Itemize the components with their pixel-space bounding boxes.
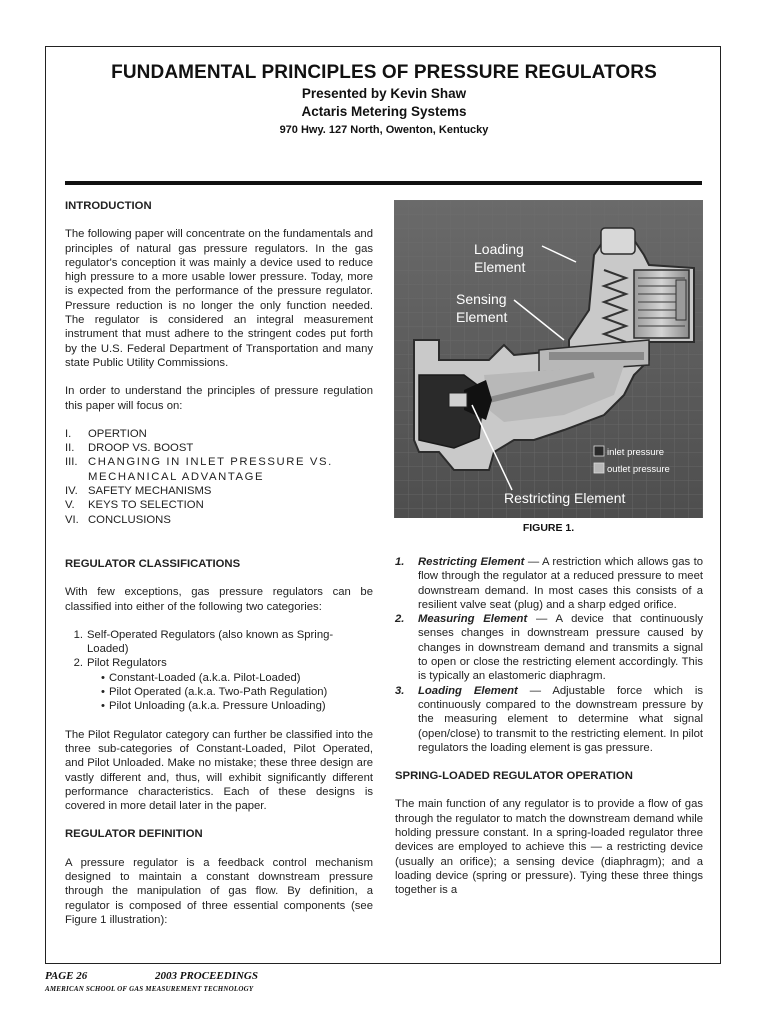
list-text: CONCLUSIONS (88, 513, 171, 526)
list-number: V. (65, 499, 75, 512)
introduction-heading: INTRODUCTION (65, 200, 152, 212)
left-column (65, 199, 373, 927)
label-loading-line2: Element (474, 259, 526, 275)
list-item (65, 513, 373, 527)
list-item (87, 699, 373, 713)
list-text: SAFETY MECHANISMS (88, 485, 212, 498)
list-number: VI. (65, 513, 79, 526)
components-list (395, 555, 703, 755)
regulator-cutaway-illustration (394, 200, 703, 518)
figure-1 (394, 200, 703, 518)
definition-paragraph: A pressure regulator is a feedback control mechanism designed to maintain a constant downstream pressure through the manipulation of gas flow. By definition, a regulator is composed of three essential components (see Figure 1 illustration): (65, 856, 373, 926)
list-item (65, 441, 373, 455)
list-item (87, 685, 373, 699)
list-item (65, 656, 373, 670)
legend-outlet: outlet pressure (607, 464, 670, 475)
introduction-paragraph-2: In order to understand the principles of pressure regulation this paper will focus on: (65, 385, 373, 412)
term: Loading Element (418, 684, 518, 697)
list-item (65, 484, 373, 498)
definition-heading: REGULATOR DEFINITION (65, 828, 203, 841)
list-text: Pilot Unloading (a.k.a. Pressure Unloading) (109, 700, 326, 713)
bullet-icon: • (101, 671, 105, 684)
header-rule (65, 181, 702, 185)
classifications-paragraph-2: The Pilot Regulator category can further be classified into the three sub-categories of Constant-Loaded, Pilot Operated, and Pilot Unloaded. Make no mistake; these three design are vastly different and, thus, will exhibit significantly different performance characteristics. Each of these designs is covered in more detail later in the paper. (65, 728, 373, 813)
label-loading-line1: Loading (474, 241, 524, 257)
classifications-paragraph-1: With few exceptions, gas pressure regulators can be classified into either of the following two categories: (65, 586, 373, 613)
list-number: 1. (395, 556, 405, 568)
list-text: Pilot Regulators (87, 657, 167, 670)
bullet-icon: • (101, 700, 105, 713)
term: Measuring Element (418, 613, 528, 626)
company: Actaris Metering Systems (301, 104, 467, 119)
list-text: OPERTION (88, 427, 147, 440)
address: 970 Hwy. 127 North, Owenton, Kentucky (279, 124, 489, 136)
list-number: II. (65, 442, 75, 455)
bullet-icon: • (101, 686, 105, 699)
list-item (65, 455, 373, 484)
list-number: I. (65, 427, 72, 440)
introduction-paragraph-1: The following paper will concentrate on the fundamentals and principles of natural gas pressure regulators. In the gas regulator's conception it was mainly a device used to reduce high pressure to a more usable lower pressure. Today, more is expected from the performance of the pressure regulator. Pressure reduction is no longer the only function needed. The regulator is considered an integral measurement instrument that must adhere to the stringent codes put forth by the U.S. Federal Department of Transportation and many state Public Utility Commissions. (65, 228, 373, 369)
inlet-pressure-swatch (594, 446, 604, 456)
list-item (395, 555, 703, 612)
label-restricting: Restricting Element (504, 490, 626, 506)
list-item (65, 498, 373, 512)
list-text (418, 555, 703, 612)
list-item (395, 684, 703, 755)
presenter: Presented by Kevin Shaw (301, 86, 467, 101)
definition: — A device that continuously senses changes in downstream pressure caused by changes in downstream demand and transmits a signal to open or close the restricting element accordingly. This is typically an elastomeric diaphragm. (418, 613, 703, 683)
list-text: Self-Operated Regulators (also known as Spring-Loaded) (87, 628, 334, 656)
classifications-heading: REGULATOR CLASSIFICATIONS (65, 557, 241, 570)
outlet-pressure-swatch (594, 463, 604, 473)
definition: — Adjustable force which is continuously compared to the downstream pressure by the measuring element to determine what signal (open/close) to transmit to the restricting element. In pilot regulators the loading element is gas pressure. (418, 684, 703, 754)
list-number: 2. (395, 613, 405, 626)
label-sensing-line2: Element (456, 309, 508, 325)
list-number: 1. (73, 628, 83, 641)
list-item (65, 628, 373, 657)
paper-title: FUNDAMENTAL PRINCIPLES OF PRESSURE REGULATORS (111, 62, 657, 83)
list-item (65, 427, 373, 441)
list-number: 3. (395, 684, 405, 697)
list-item (395, 612, 703, 683)
legend-inlet: inlet pressure (607, 447, 665, 458)
list-text: Pilot Operated (a.k.a. Two-Path Regulation) (109, 686, 328, 699)
label-sensing-line1: Sensing (456, 291, 507, 307)
spring-loaded-paragraph: The main function of any regulator is to provide a flow of gas through the regulator to match the downstream demand while holding pressure constant. In a spring-loaded regulator three devices are employed to achieve this — a restricting device (usually an orifice); a sensing device (diaphragm); and a loading device (spring or pressure). Tying these three things together is a (395, 798, 703, 897)
definition: — A restriction which allows gas to flow through the regulator at a reduced pressure to meet downstream demand. In most cases this consists of a resilient valve seat (plug) and a sharp edged orifice. (418, 556, 703, 611)
category-list (65, 628, 373, 671)
list-text: Constant-Loaded (a.k.a. Pilot-Loaded) (109, 671, 301, 684)
school-name: AMERICAN SCHOOL OF GAS MEASUREMENT TECHNOLOGY (45, 985, 254, 993)
list-text: DROOP VS. BOOST (88, 442, 194, 455)
list-number: III. (65, 456, 78, 469)
list-text: CHANGING IN INLET PRESSURE VS. MECHANICAL ADVANTAGE (88, 456, 333, 483)
proceedings-label: 2003 PROCEEDINGS (155, 970, 258, 982)
list-text (418, 684, 703, 755)
topics-list (65, 427, 373, 527)
list-item (87, 671, 373, 685)
figure-caption: FIGURE 1. (522, 522, 575, 534)
term: Restricting Element (418, 556, 525, 568)
page-number: PAGE 26 (45, 970, 88, 982)
spring-loaded-heading: SPRING-LOADED REGULATOR OPERATION (395, 770, 633, 783)
list-number: 2. (73, 657, 83, 670)
right-column (395, 555, 703, 898)
list-text: KEYS TO SELECTION (88, 499, 204, 512)
pilot-types-list (65, 671, 373, 714)
list-text (418, 612, 703, 683)
list-number: IV. (65, 485, 78, 498)
